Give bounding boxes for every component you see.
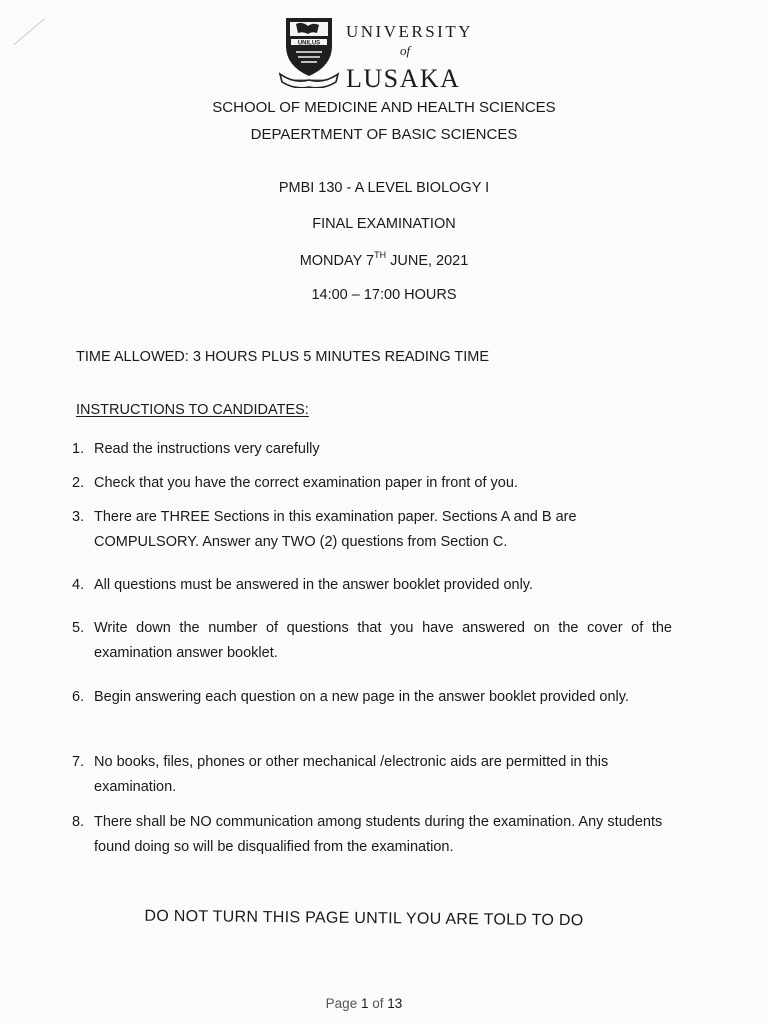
exam-type: FINAL EXAMINATION <box>312 216 456 232</box>
exam-date <box>0 251 768 269</box>
department-name: DEPAERTMENT OF BASIC SCIENCES <box>250 126 518 143</box>
instruction-item <box>72 685 672 710</box>
exam-hours: 14:00 – 17:00 HOURS <box>311 287 457 303</box>
instruction-text: Begin answering each question on a new page in the answer booklet provided only. <box>94 689 629 705</box>
instruction-number: 8. <box>72 814 85 830</box>
instruction-item <box>72 616 672 666</box>
instruction-item <box>72 750 662 800</box>
school-name: SCHOOL OF MEDICINE AND HEALTH SCIENCES <box>212 99 556 116</box>
page-total: 13 <box>387 996 403 1011</box>
exam-date-prefix: MONDAY 7 <box>299 252 375 269</box>
instruction-item <box>72 471 672 496</box>
instruction-text: Write down the number of questions that you have answered on the cover of the examination answer booklet. <box>94 620 672 661</box>
instruction-number: 3. <box>72 509 85 525</box>
logo-of-text: of <box>400 43 411 58</box>
logo-university-text: UNIVERSITY <box>346 22 473 41</box>
instruction-number: 5. <box>72 620 85 636</box>
crest-label: UNILUS <box>297 40 321 47</box>
crest-icon <box>276 12 342 88</box>
instruction-item <box>72 505 672 555</box>
instruction-text: There are THREE Sections in this examination paper. Sections A and B are COMPULSORY. Answer any TWO (2) questions from Section C. <box>94 509 577 550</box>
logo-city-text: LUSAKA <box>346 64 461 93</box>
instructions-title: INSTRUCTIONS TO CANDIDATES: <box>76 402 309 418</box>
instruction-text: There shall be NO communication among students during the examination. Any students found doing so will be disqualified from the examination. <box>94 814 663 855</box>
page-of-label: of <box>372 996 384 1011</box>
instruction-number: 2. <box>72 475 85 491</box>
university-logo <box>276 12 476 93</box>
instruction-item <box>72 437 672 462</box>
paper-crease <box>14 18 45 44</box>
instruction-number: 4. <box>72 577 85 593</box>
instruction-number: 1. <box>72 441 85 457</box>
instruction-text: No books, files, phones or other mechanical /electronic aids are permitted in this examination. <box>94 754 609 795</box>
instruction-text: Check that you have the correct examination paper in front of you. <box>94 475 518 491</box>
instruction-text: All questions must be answered in the answer booklet provided only. <box>94 577 534 593</box>
instruction-number: 6. <box>72 689 85 705</box>
instruction-item <box>72 573 672 598</box>
instruction-text: Read the instructions very carefully <box>94 441 320 457</box>
instruction-item <box>72 810 668 860</box>
course-title: PMBI 130 - A LEVEL BIOLOGY I <box>278 180 490 196</box>
instruction-number: 7. <box>72 754 85 770</box>
exam-date-suffix: JUNE, 2021 <box>386 252 469 269</box>
exam-date-suffix-sup: TH <box>374 250 387 260</box>
page-label: Page <box>325 996 358 1011</box>
page-number: 1 <box>360 996 369 1011</box>
warning-notice: DO NOT TURN THIS PAGE UNTIL YOU ARE TOLD TO DO <box>144 907 584 930</box>
time-allowed: TIME ALLOWED: 3 HOURS PLUS 5 MINUTES READING TIME <box>76 349 490 365</box>
page-footer <box>0 996 728 1011</box>
